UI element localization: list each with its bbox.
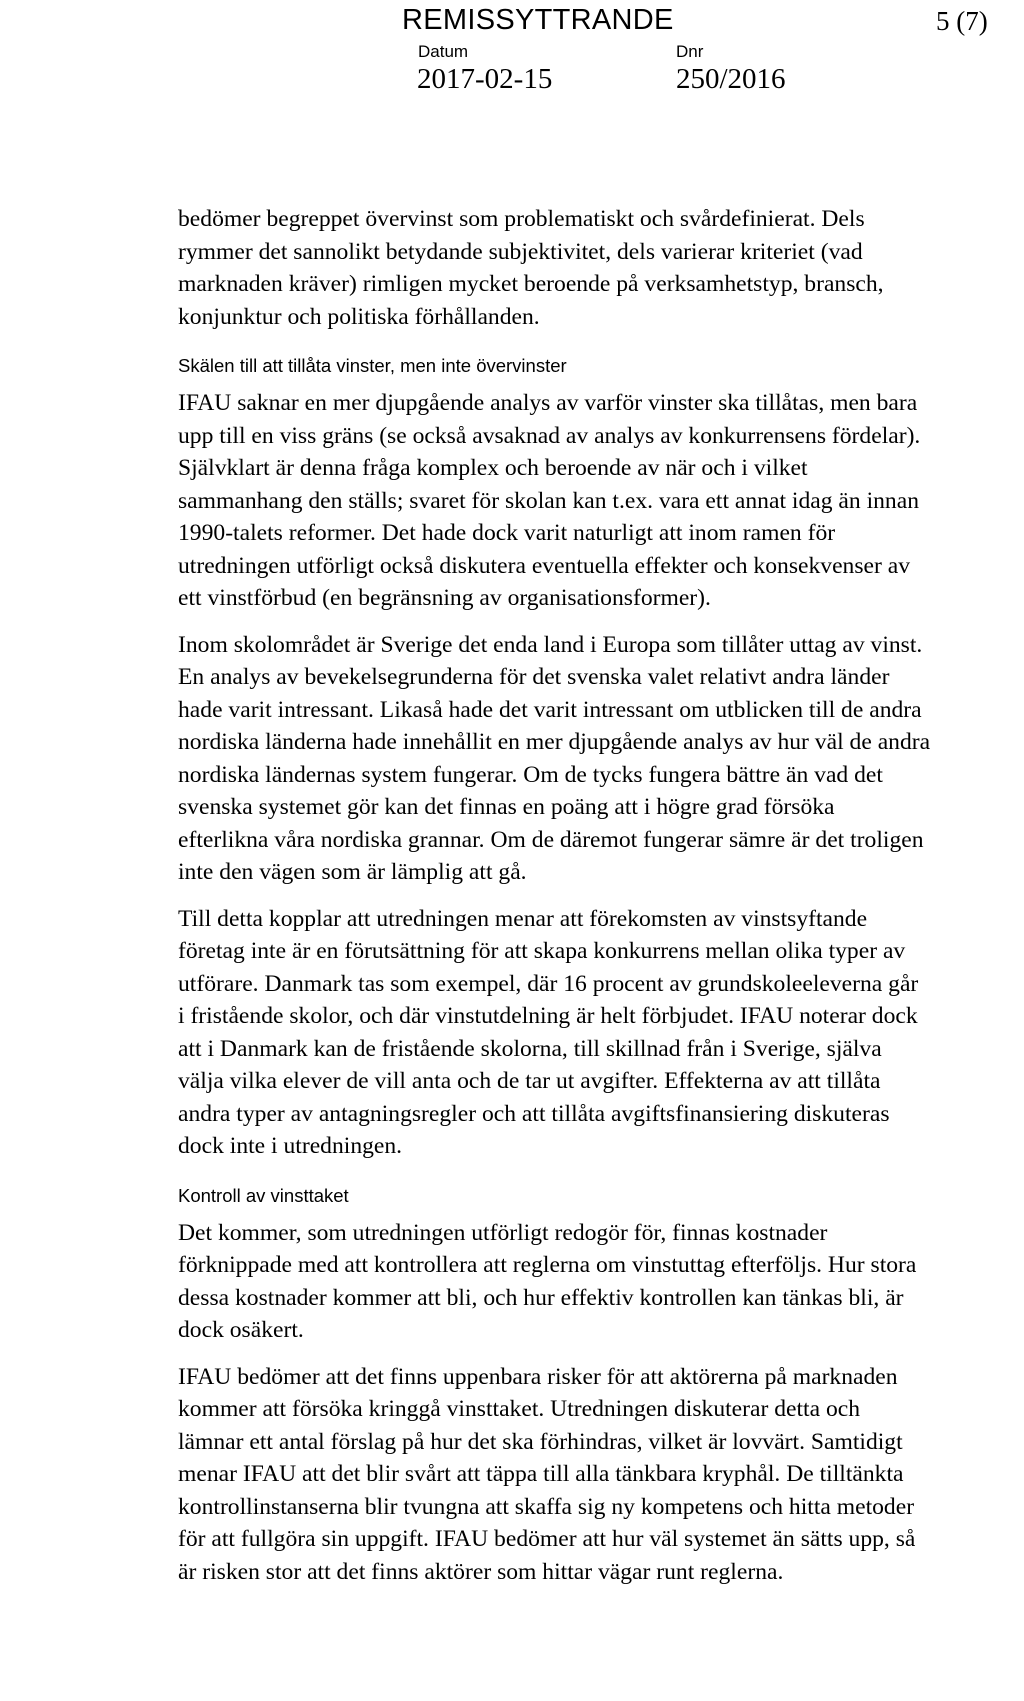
- text-line: marknaden kräver) rimligen mycket beroende på verksamhetstyp, bransch,: [178, 271, 884, 297]
- paragraph-3: [178, 629, 968, 889]
- text-line: efterlikna våra nordiska grannar. Om de däremot fungerar sämre är det troligen: [178, 826, 924, 853]
- date-value: 2017-02-15: [417, 63, 553, 95]
- text-line: nordiska ländernas system fungerar. Om de tycks fungera bättre än vad det: [178, 761, 883, 788]
- text-line: inte den vägen som är lämplig att gå.: [178, 859, 527, 885]
- text-line: menar IFAU att det blir svårt att täppa till alla tänkbara kryphål. De tilltänkta: [178, 1461, 904, 1487]
- text-line: dock osäkert.: [178, 1317, 304, 1343]
- section-heading-profits: Skälen till att tillåta vinster, men inte övervinster: [178, 355, 567, 376]
- document-body: [178, 203, 968, 1602]
- text-line: dessa kostnader kommer att bli, och hur effektiv kontrollen kan tänkas bli, är: [178, 1284, 904, 1311]
- page-number: 5 (7): [936, 6, 988, 36]
- text-line: svenska systemet gör kan det finnas en poäng att i högre grad försöka: [178, 794, 835, 820]
- paragraph-2: [178, 387, 968, 615]
- text-line: rymmer det sannolikt betydande subjektivitet, dels varierar kriteriet (vad: [178, 238, 863, 265]
- text-line: En analys av bevekelsegrunderna för det svenska valet relativt andra länder: [178, 664, 890, 690]
- paragraph-6: [178, 1361, 968, 1589]
- text-line: att i Danmark kan de fristående skolorna, till skillnad från i Sverige, själva: [178, 1035, 882, 1062]
- section-heading-control: Kontroll av vinsttaket: [178, 1184, 349, 1206]
- paragraph-4: [178, 903, 968, 1163]
- text-line: andra typer av antagningsregler och att tillåta avgiftsfinansiering diskuteras: [178, 1100, 890, 1127]
- text-line: utredningen utförligt också diskutera eventuella effekter och konsekvenser av: [178, 552, 911, 579]
- text-line: nordiska länderna hade innehållit en mer djupgående analys av hur väl de andra: [178, 729, 931, 755]
- text-line: företag inte är en förutsättning för att skapa konkurrens mellan olika typer av: [178, 938, 906, 964]
- text-line: 1990-talets reformer. Det hade dock varit naturligt att inom ramen för: [178, 520, 836, 546]
- text-line: är risken stor att det finns aktörer som hittar vägar runt reglerna.: [178, 1558, 784, 1585]
- paragraph-5: [178, 1217, 968, 1347]
- dnr-label: Dnr: [676, 42, 704, 61]
- text-line: upp till en viss gräns (se också avsaknad av analys av konkurrensens fördelar).: [178, 422, 921, 449]
- text-line: Självklart är denna fråga komplex och beroende av när och i vilket: [178, 455, 808, 481]
- text-line: sammanhang den ställs; svaret för skolan kan t.ex. vara ett annat idag än innan: [178, 487, 920, 514]
- dnr-value: 250/2016: [676, 63, 786, 95]
- text-line: kontrollinstanserna blir tvungna att skaffa sig ny kompetens och hitta metoder: [178, 1493, 915, 1520]
- text-line: Det kommer, som utredningen utförligt redogör för, finnas kostnader: [178, 1219, 828, 1246]
- text-line: utförare. Danmark tas som exempel, där 16 procent av grundskoleeleverna går: [178, 970, 919, 997]
- text-line: IFAU bedömer att det finns uppenbara risker för att aktörerna på marknaden: [178, 1363, 898, 1390]
- text-line: för att fullgöra sin uppgift. IFAU bedömer att hur väl systemet än sätts upp, så: [178, 1526, 916, 1552]
- text-line: ett vinstförbud (en begränsning av organisationsformer).: [178, 585, 711, 611]
- text-line: dock inte i utredningen.: [178, 1133, 403, 1159]
- text-line: hade varit intressant. Likaså hade det varit intressant om utblicken till de andra: [178, 696, 922, 723]
- text-line: kommer att försöka kringgå vinsttaket. Utredningen diskuterar detta och: [178, 1396, 861, 1422]
- text-line: Till detta kopplar att utredningen menar att förekomsten av vinstsyftande: [178, 905, 868, 932]
- text-line: lämnar ett antal förslag på hur det ska förhindras, vilket är lovvärt. Samtidigt: [178, 1428, 903, 1455]
- text-line: välja vilka elever de vill anta och de tar ut avgifter. Effekterna av att tillåta: [178, 1068, 881, 1094]
- paragraph-1: [178, 203, 968, 333]
- text-line: i fristående skolor, och där vinstutdelning är helt förbjudet. IFAU noterar dock: [178, 1003, 918, 1029]
- text-line: IFAU saknar en mer djupgående analys av varför vinster ska tillåtas, men bara: [178, 390, 918, 416]
- text-line: konjunktur och politiska förhållanden.: [178, 303, 540, 330]
- document-type-title: REMISSYTTRANDE: [402, 4, 674, 36]
- text-line: Inom skolområdet är Sverige det enda land i Europa som tillåter uttag av vinst.: [178, 631, 923, 658]
- text-line: bedömer begreppet övervinst som problematiskt och svårdefinierat. Dels: [178, 206, 865, 232]
- text-line: förknippade med att kontrollera att reglerna om vinstuttag efterföljs. Hur stora: [178, 1252, 917, 1278]
- date-label: Datum: [418, 42, 469, 61]
